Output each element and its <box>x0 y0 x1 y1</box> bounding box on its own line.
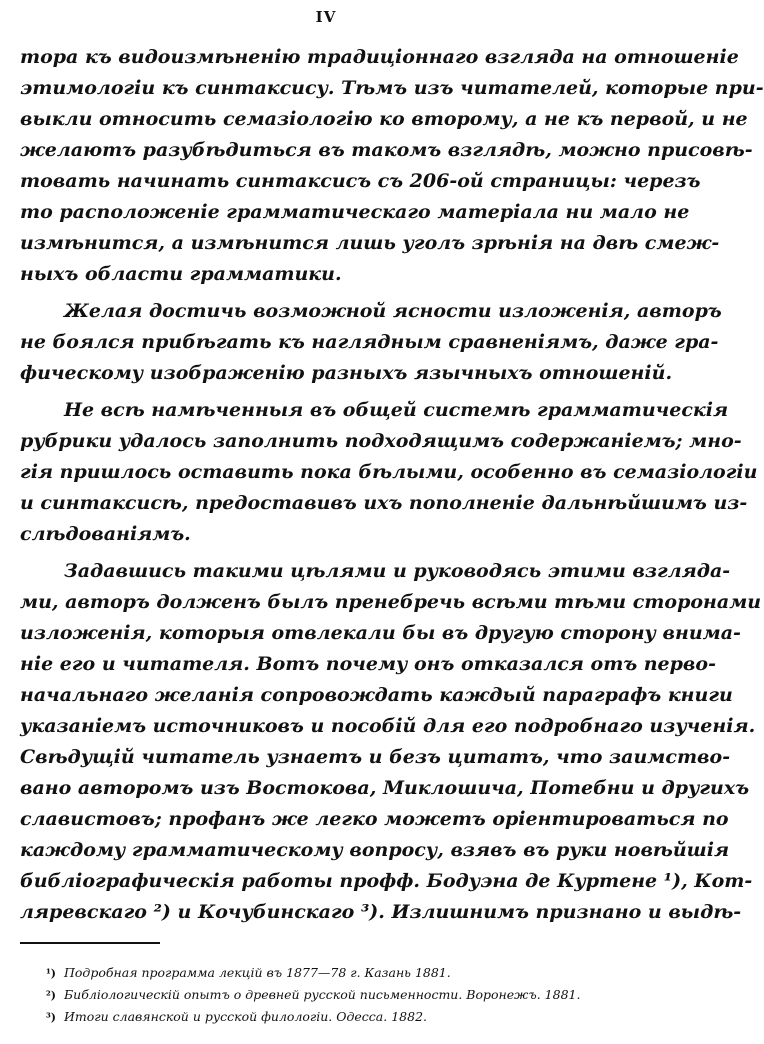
text-line: Задавшись такими цѣлями и руководясь этими взгляда- <box>64 560 731 582</box>
text-line: ніе его и читателя. Вотъ почему онъ отказался отъ перво- <box>20 653 716 675</box>
text-line: начальнаго желанія сопровождать каждый параграфъ книги <box>20 684 733 706</box>
text-line: вано авторомъ изъ Востокова, Миклошича, Потебни и другихъ <box>20 777 750 799</box>
text-line: Свѣдущій читатель узнаетъ и безъ цитатъ, что заимство- <box>20 746 731 768</box>
text-line: фическому изображенію разныхъ язычныхъ отношеній. <box>20 362 673 384</box>
text-line: слѣдованіямъ. <box>20 523 191 545</box>
footnote-marker: ¹) <box>45 967 56 980</box>
text-line: ныхъ области грамматики. <box>20 263 342 285</box>
footnote-text: Итоги славянской и русской филологіи. Одесса. 1882. <box>64 1009 427 1024</box>
paragraph <box>20 42 764 290</box>
text-line: Не всѣ намѣченныя въ общей системѣ грамматическія <box>64 399 729 421</box>
footnote <box>20 984 618 1006</box>
text-line: библіографическія работы профф. Бодуэна де Куртене ¹), Кот- <box>20 870 753 892</box>
text-line: гія пришлось оставить пока бѣлыми, особенно въ семазіологіи <box>20 461 758 483</box>
text-line: и синтаксисѣ, предоставивъ ихъ пополненіе дальнѣйшимъ из- <box>20 492 748 514</box>
text-line: этимологіи къ синтаксису. Тѣмъ изъ читателей, которые при- <box>20 77 764 99</box>
text-line: то расположеніе грамматическаго матеріала ни мало не <box>20 201 690 223</box>
text-line: товать начинать синтаксисъ съ 206-ой страницы: черезъ <box>20 170 701 192</box>
text-line: желаютъ разубѣдиться въ такомъ взглядѣ, можно присовѣ- <box>20 139 753 161</box>
text-line: указаніемъ источниковъ и пособій для его подробнаго изученія. <box>20 715 756 737</box>
text-line: Желая достичь возможной ясности изложенія, авторъ <box>64 300 722 322</box>
text-line: ми, авторъ долженъ былъ пренебречь всѣми тѣми сторонами <box>20 591 762 613</box>
paragraph <box>20 556 762 928</box>
footnote-marker: ²) <box>45 989 56 1002</box>
footnote <box>20 962 618 984</box>
footnotes <box>20 962 618 1028</box>
text-line: измѣнится, а измѣнится лишь уголъ зрѣнія на двѣ смеж- <box>20 232 720 254</box>
paragraph <box>20 296 722 389</box>
text-line: тора къ видоизмѣненію традиціоннаго взгляда на отношеніе <box>20 46 739 68</box>
footnote-marker: ³) <box>45 1011 56 1024</box>
text-line: каждому грамматическому вопросу, взявъ въ руки новѣйшія <box>20 839 730 861</box>
text-line: ляревскаго ²) и Кочубинскаго ³). Излишнимъ признано и выдѣ- <box>20 901 742 923</box>
footnote-rule <box>20 942 160 944</box>
body-text <box>20 42 764 928</box>
text-line: выкли относить семазіологію ко второму, а не къ первой, и не <box>20 108 748 130</box>
text-line: не боялся прибѣгать къ наглядным сравненіямъ, даже гра- <box>20 331 719 353</box>
footnote-text: Библіологическій опытъ о древней русской письменности. Воронежъ. 1881. <box>64 987 581 1002</box>
text-line: славистовъ; профанъ же легко можетъ оріентироваться по <box>20 808 729 830</box>
page-number: IV <box>315 8 337 26</box>
footnote-text: Подробная программа лекцій въ 1877—78 г. Казань 1881. <box>64 965 451 980</box>
paragraph <box>20 395 758 550</box>
text-line: изложенія, которыя отвлекали бы въ другую сторону внима- <box>20 622 741 644</box>
footnote <box>20 1006 618 1028</box>
text-line: рубрики удалось заполнить подходящимъ содержаніемъ; мно- <box>20 430 742 452</box>
